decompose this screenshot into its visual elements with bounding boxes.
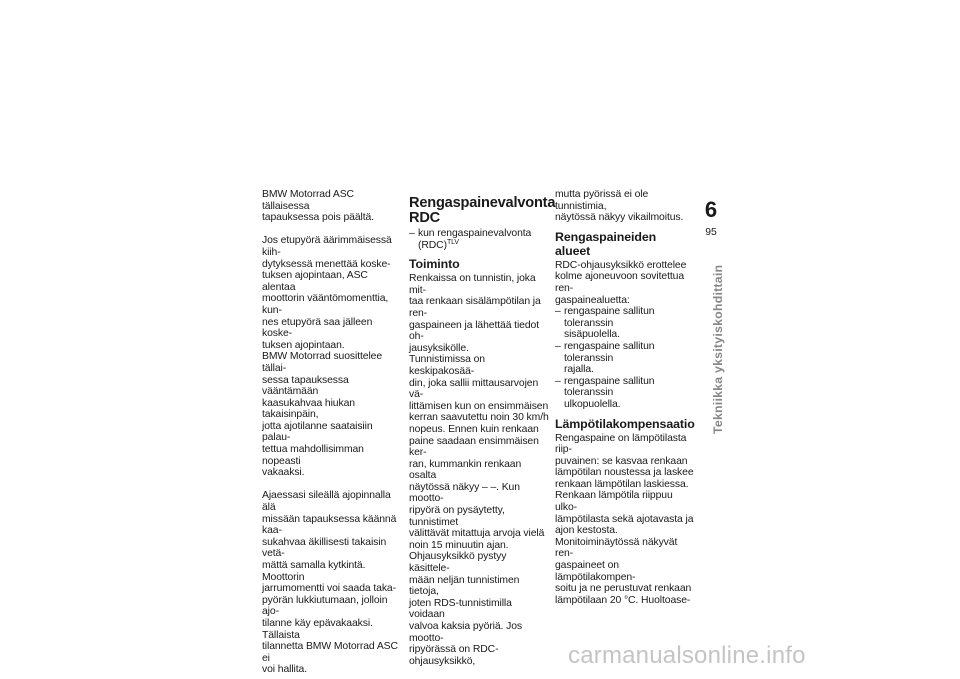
- text-line: [418, 240, 549, 252]
- text-line: mutta pyörissä ei ole tunnistimia,: [555, 189, 649, 212]
- text-line: – rengaspaine sallitun toleranssin: [564, 340, 655, 364]
- text-line: BMW Motorrad ASC tällaisessa: [262, 189, 354, 212]
- text-line: nopeus. Ennen kuin renkaan: [409, 423, 539, 435]
- text-line: kolme ajoneuvoon sovitettua ren-: [555, 271, 684, 294]
- text-line: tapauksessa pois päältä.: [262, 212, 374, 224]
- rdc-label: (RDC): [418, 239, 447, 251]
- text-line: ripyörässä on RDC-ohjausyksikkö,: [409, 644, 499, 667]
- text-line: renkaan lämpötilan laskiessa.: [555, 478, 689, 490]
- text-line: lämpötilan noustessa ja laskee: [555, 467, 694, 479]
- text-line: Ohjausyksikkö pystyy käsittele-: [409, 551, 507, 575]
- text-line: vakaaksi.: [262, 467, 305, 479]
- page-number: 95: [705, 227, 717, 238]
- text-line: nes etupyörä saa jälleen koske-: [262, 316, 373, 340]
- text-line: välittävät mitattuja arvoja vielä: [409, 528, 545, 540]
- text-line: soitu ja ne perustuvat renkaan: [555, 583, 692, 595]
- text-line: lämpötilasta sekä ajotavasta ja: [555, 513, 694, 525]
- text-line: gaspaineen ja lähettää tiedot oh-: [409, 319, 539, 343]
- text-line: tilannetta BMW Motorrad ASC ei: [262, 641, 398, 664]
- text-line: paine saadaan ensimmäisen ker-: [409, 435, 539, 459]
- text-line: kaasukahvaa hiukan takaisinpäin,: [262, 397, 355, 421]
- text-line: – rengaspaine sallitun toleranssin: [564, 306, 655, 329]
- text-line: gaspainealuetta:: [555, 294, 630, 306]
- text-line: joten RDS-tunnistimilla voidaan: [409, 597, 512, 621]
- text-line: Monitoiminäytössä näkyvät ren-: [555, 536, 678, 560]
- text-line: Renkaissa on tunnistin, joka mit-: [409, 273, 536, 296]
- list-item: [555, 376, 694, 411]
- text-line: lämpötilaan 20 °C. Huoltoase-: [555, 594, 691, 606]
- text-line: voi hallita.: [262, 664, 308, 676]
- text-line: tettua mahdollisimman nopeasti: [262, 444, 364, 467]
- text-line: noin 15 minuutin ajan.: [409, 539, 509, 551]
- text-line: ajon kestosta.: [555, 525, 618, 537]
- text-line: tilanne käy epävakaaksi. Tällaista: [262, 617, 373, 641]
- heading-line: Rengaspainevalvonta: [409, 195, 556, 211]
- text-line: ripyörä on pysäytetty, tunnistimet: [409, 505, 505, 528]
- heading-line: RDC: [409, 210, 441, 226]
- list-item: [555, 341, 694, 376]
- text-line: kerran saavutettu noin 30 km/h: [409, 412, 549, 424]
- text-line: Tunnistimissa on keskipakosää-: [409, 354, 485, 377]
- text-line: moottorin vääntömomenttia, kun-: [262, 293, 389, 316]
- text-line: näytössä näkyy – –. Kun mootto-: [409, 481, 520, 505]
- subheading-pressure-ranges: Rengaspaineiden alueet: [555, 229, 657, 258]
- text-line: jotta ajotilanne saataisiin palau-: [262, 420, 373, 444]
- text-line: puvainen: se kasvaa renkaan: [555, 455, 688, 467]
- section-heading-rdc: [409, 195, 556, 226]
- option-superscript: TLV: [446, 238, 459, 246]
- paragraph-gap: [262, 479, 399, 491]
- text-line: mättä samalla kytkintä. Moottorin: [262, 560, 366, 583]
- text-line: sisäpuolella.: [564, 329, 620, 341]
- column-2: [409, 195, 556, 667]
- equipment-note: [409, 228, 549, 251]
- text-line: mään neljän tunnistimen tietoja,: [409, 574, 520, 598]
- watermark: carmanualsonline.info: [568, 642, 806, 669]
- subheading-temperature-compensation: Lämpötilakompensaatio: [555, 416, 695, 431]
- text-line: ulkopuolella.: [564, 398, 621, 410]
- column-3: [555, 189, 694, 606]
- paragraph-gap: [262, 224, 399, 236]
- text-line: RDC-ohjausyksikkö erottelee: [555, 259, 687, 271]
- text-line: jarrumomentti voi saada taka-: [262, 583, 396, 595]
- text-line: valvoa kaksia pyöriä. Jos mootto-: [409, 621, 523, 644]
- text-line: missään tapauksessa käännä kaa-: [262, 513, 397, 537]
- text-line: tuksen ajopintaan, ASC alentaa: [262, 270, 368, 293]
- text-line: – rengaspaine sallitun toleranssin: [564, 375, 655, 399]
- text-line: gaspaineet on lämpötilakompen-: [555, 560, 636, 583]
- text-line: tuksen ajopintaan.: [262, 339, 345, 351]
- text-line: Rengaspaine on lämpötilasta riip-: [555, 432, 687, 456]
- text-line: din, joka sallii mittausarvojen vä-: [409, 377, 539, 401]
- text-line: dytyksessä menettää koske-: [262, 258, 391, 270]
- text-line: sessa tapauksessa vääntämään: [262, 374, 349, 398]
- chapter-title: Tekniikka yksityiskohdittain: [711, 264, 725, 434]
- text-line: Renkaan lämpötila riippuu ulko-: [555, 490, 673, 514]
- text-line: BMW Motorrad suosittelee tällai-: [262, 351, 383, 374]
- text-line: littämisen kun on ensimmäisen: [409, 400, 549, 412]
- column-1: [262, 189, 399, 676]
- text-line: – kun rengaspainevalvonta: [418, 228, 532, 239]
- text-line: ran, kummankin renkaan osalta: [409, 458, 522, 482]
- text-line: Jos etupyörä äärimmäisessä kiih-: [262, 235, 392, 258]
- text-line: sukahvaa äkillisesti takaisin vetä-: [262, 536, 387, 560]
- text-line: Ajaessasi sileällä ajopinnalla älä: [262, 490, 391, 514]
- text-line: jausyksikölle.: [409, 342, 469, 354]
- text-line: taa renkaan sisälämpötilan ja ren-: [409, 296, 541, 319]
- text-line: pyörän lukkiutumaan, jolloin ajo-: [262, 594, 388, 618]
- text-line: rajalla.: [564, 364, 594, 376]
- list-item: [555, 306, 694, 341]
- chapter-number: 6: [704, 197, 718, 222]
- subheading-toiminto: Toiminto: [409, 257, 460, 272]
- text-line: näytössä näkyy vikailmoitus.: [555, 212, 684, 224]
